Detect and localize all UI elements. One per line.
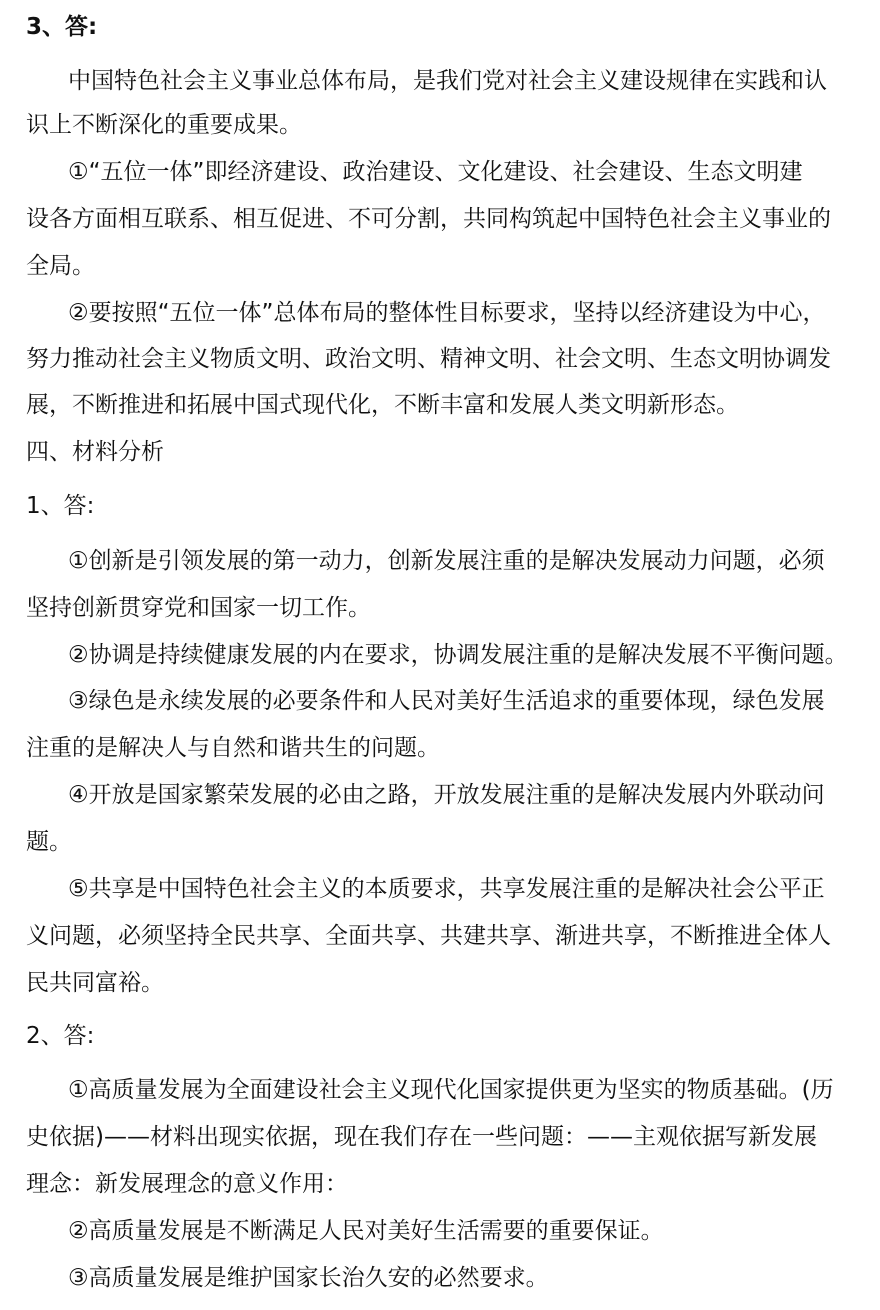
text-line: 题。 bbox=[26, 829, 72, 855]
text-line: 展，不断推进和拓展中国式现代化，不断丰富和发展人类文明新形态。 bbox=[26, 392, 739, 418]
text-line: 努力推动社会主义物质文明、政治文明、精神文明、社会文明、生态文明协调发 bbox=[26, 346, 831, 372]
text-line: 设各方面相互联系、相互促进、不可分割，共同构筑起中国特色社会主义事业的 bbox=[26, 206, 831, 232]
text-line: 注重的是解决人与自然和谐共生的问题。 bbox=[26, 735, 440, 761]
s4-q1-heading: 1、答: bbox=[26, 493, 95, 519]
q3-heading: 3、答: bbox=[26, 14, 98, 40]
text-line: 理念：新发展理念的意义作用： bbox=[26, 1171, 348, 1197]
text-line: 全局。 bbox=[26, 253, 95, 279]
text-line: ④开放是国家繁荣发展的必由之路，开放发展注重的是解决发展内外联动问 bbox=[68, 782, 825, 808]
text-line: ③高质量发展是维护国家长治久安的必然要求。 bbox=[68, 1265, 549, 1291]
text-line: 史依据)——材料出现实依据，现在我们存在一些问题：——主观依据写新发展 bbox=[26, 1124, 817, 1150]
text-line: ①创新是引领发展的第一动力，创新发展注重的是解决发展动力问题，必须 bbox=[68, 548, 825, 574]
text-line: ⑤共享是中国特色社会主义的本质要求，共享发展注重的是解决社会公平正 bbox=[68, 876, 825, 902]
text-line: ②协调是持续健康发展的内在要求，协调发展注重的是解决发展不平衡问题。 bbox=[68, 642, 848, 668]
text-line: ①“五位一体”即经济建设、政治建设、文化建设、社会建设、生态文明建 bbox=[68, 159, 803, 185]
s4-q2-heading: 2、答: bbox=[26, 1023, 95, 1049]
text-line: 义问题，必须坚持全民共享、全面共享、共建共享、渐进共享，不断推进全体人 bbox=[26, 923, 831, 949]
text-line: ③绿色是永续发展的必要条件和人民对美好生活追求的重要体现，绿色发展 bbox=[68, 688, 825, 714]
text-line: 中国特色社会主义事业总体布局，是我们党对社会主义建设规律在实践和认 bbox=[68, 68, 827, 94]
text-line: 坚持创新贯穿党和国家一切工作。 bbox=[26, 595, 371, 621]
text-line: 民共同富裕。 bbox=[26, 970, 164, 996]
text-line: ①高质量发展为全面建设社会主义现代化国家提供更为坚实的物质基础。(历 bbox=[68, 1077, 834, 1103]
text-line: ②高质量发展是不断满足人民对美好生活需要的重要保证。 bbox=[68, 1218, 664, 1244]
section-4-title: 四、材料分析 bbox=[26, 439, 164, 465]
text-line: 识上不断深化的重要成果。 bbox=[26, 112, 302, 138]
text-line: ②要按照“五位一体”总体布局的整体性目标要求，坚持以经济建设为中心， bbox=[68, 300, 826, 326]
